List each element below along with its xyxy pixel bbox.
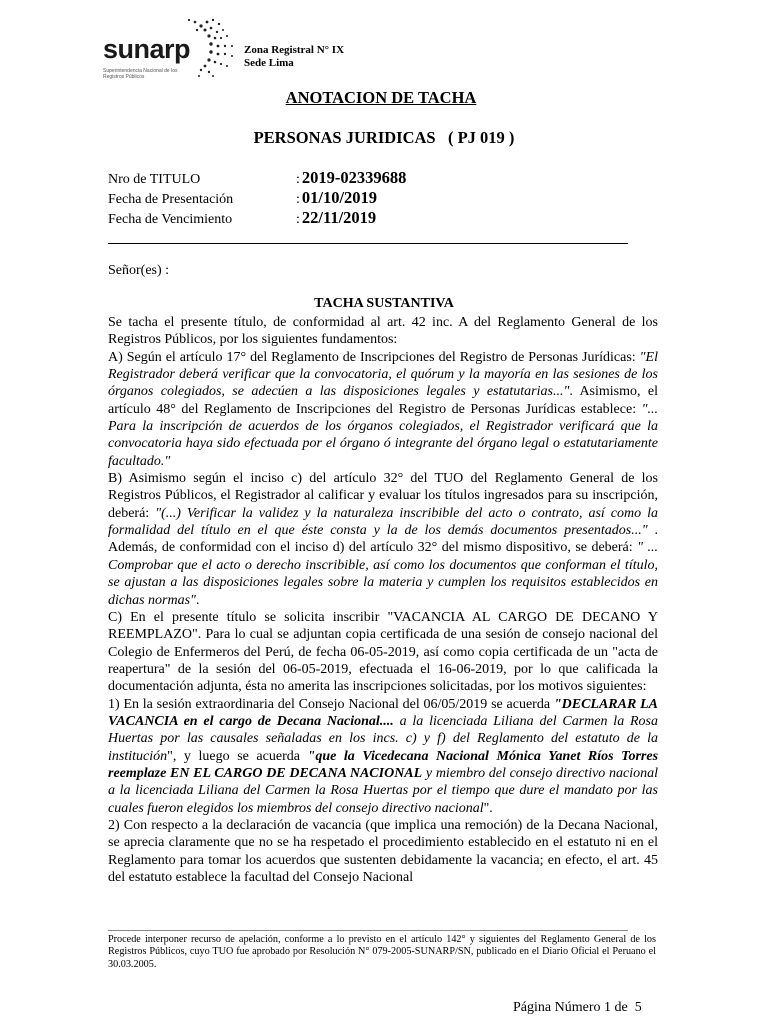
quote-span: "El Registrador deberá verificar que la convocatoria, el quórum y la mayoría en las sesiones de los órganos colegiados, se adecúen a las disposiciones legales y estatutarias..."	[108, 349, 658, 400]
paragraph-intro: Se tacha el presente título, de conformidad al art. 42 inc. A del Reglamento General de los Registros Públicos, por los siguientes fundamentos:	[108, 315, 658, 348]
text-span: ".	[483, 800, 493, 816]
paragraph-b	[108, 470, 658, 609]
paragraph-1	[108, 696, 658, 817]
footer-divider	[108, 930, 628, 931]
quote-span: "... Para la inscripción de acuerdos de los órganos colegiados, el Registrador verificará que la convocatoria haya sido efectuada por el órgano ó integrante del órgano legal o estatutariamente facultado."	[108, 401, 658, 469]
logo-subtext: Superintendencia Nacional de los Registros Públicos	[103, 68, 178, 80]
zona-label: Zona Registral N° IX	[244, 44, 345, 56]
bold-quote-span: "que la Vicedecana Nacional Mónica Yanet Ríos Torres reemplaze EN EL CARGO DE DECANA NACIONAL	[108, 748, 659, 781]
meta-label: Fecha de Presentación	[108, 192, 234, 207]
sede-label: Sede Lima	[244, 57, 294, 69]
meta-label: Nro de TITULO	[108, 172, 201, 187]
divider	[108, 243, 628, 244]
quote-span: a la licenciada Liliana del Carmen la Rosa Huertas por las causales señaladas en los incs. c) y f) del Reglamento del estatuto de la institución	[108, 713, 658, 764]
text-span: 1) En la sesión extraordinaria del Consejo Nacional del 06/05/2019 se acuerda	[108, 696, 554, 712]
paragraph-c: C) En el presente título se solicita inscribir "VACANCIA AL CARGO DE DECANO Y REEMPLAZO". Para lo cual se adjuntan copia certificada de una sesión de consejo nacional del Colegio de Enfermeros del Perú, de fecha 06-05-2019, así como copia certificada de un "acta de reapertura" de la sesión del 06-05-2019, efectuada el 16-06-2019, por lo que calificada la documentación adjunta, ésta no amerita las inscripciones solicitadas, por los motivos siguientes:	[108, 609, 658, 695]
zona-registral	[244, 44, 344, 70]
page-number: Página Número 1 de 5	[513, 1000, 642, 1015]
meta-colon: :	[296, 192, 300, 207]
meta-value: 2019-02339688	[301, 168, 407, 187]
meta-colon: :	[296, 172, 300, 187]
document-subtitle: PERSONAS JURIDICAS ( PJ 019 )	[253, 128, 515, 147]
quote-span: y miembro del consejo directivo nacional a la licenciada Liliana del Carmen la Rosa Huertas por el tiempo que dure el mandato por las cuales fueron elegidos los miembros del consejo directivo nacional	[108, 765, 658, 816]
meta-row-titulo	[108, 168, 406, 188]
text-span: A) Según el artículo 17° del Reglamento de Inscripciones del Registro de Personas Jurídicas:	[108, 349, 640, 365]
text-span: .	[195, 592, 200, 608]
quote-span: " ... Comprobar que el acto o derecho inscribible, así como los documentos que conforman el título, se ajustan a las disposiciones legales sobre la materia y cumplen los requisitos establecidos en dichas normas"	[108, 540, 658, 608]
meta-row-presentacion	[108, 188, 406, 208]
meta-value: 22/11/2019	[301, 208, 377, 227]
salutation: Señor(es) :	[108, 263, 170, 278]
meta-colon: :	[296, 212, 300, 227]
text-span: . Asimismo, el artículo 48° del Reglamento de Inscripciones del Registro de Personas Jurídicas establece:	[108, 384, 658, 417]
paragraph-2: 2) Con respecto a la declaración de vacancia (que implica una remoción) de la Decana Nacional, se aprecia claramente que no se ha respetado el procedimiento establecido en el estatuto ni en el Reglamento para tomar los acuerdos que sustenten debidamente la vacancia; en efecto, el art. 45 del estatuto establece la facultad del Consejo Nacional	[108, 817, 658, 885]
footer-note: Procede interponer recurso de apelación, conforme a lo previsto en el artículo 142° y siguientes del Reglamento General de los Registros Públicos, cuyo TUO fue aprobado por Resolución N° 079-2005-SUNARP/SN, publicado en el Diario Oficial el Peruano el 30.03.2005.	[108, 934, 656, 970]
document-body	[108, 314, 658, 886]
quote-span: "(...) Verificar la validez y la naturaleza inscribible del acto o contrato, así como la formalidad del título en el que éste consta y la de los demás documentos presentados..."	[108, 505, 658, 539]
sunarp-logo	[103, 16, 253, 82]
document-title-text: ANOTACION DE TACHA	[285, 88, 477, 107]
document-title	[0, 88, 768, 108]
text-span: B) Asimismo según el inciso c) del artículo 32° del TUO del Reglamento General de los Registros Públicos, el Registrador al calificar y evaluar los títulos ingresados para su inscripción, deberá:	[108, 471, 658, 521]
bold-quote-span: "DECLARAR LA VACANCIA en el cargo de Decana Nacional....	[108, 696, 658, 729]
paragraph-a	[108, 349, 658, 470]
text-span: . Además, de conformidad con el inciso d) del artículo 32° del mismo dispositivo, se deberá:	[108, 523, 658, 556]
section-title: TACHA SUSTANTIVA	[314, 296, 454, 311]
title-metadata	[108, 168, 406, 228]
meta-row-vencimiento	[108, 208, 406, 228]
meta-value: 01/10/2019	[301, 188, 378, 207]
meta-label: Fecha de Vencimiento	[108, 212, 233, 227]
text-span: ", y luego se acuerda	[167, 748, 308, 764]
logo-wordmark: sunarp	[103, 34, 191, 64]
